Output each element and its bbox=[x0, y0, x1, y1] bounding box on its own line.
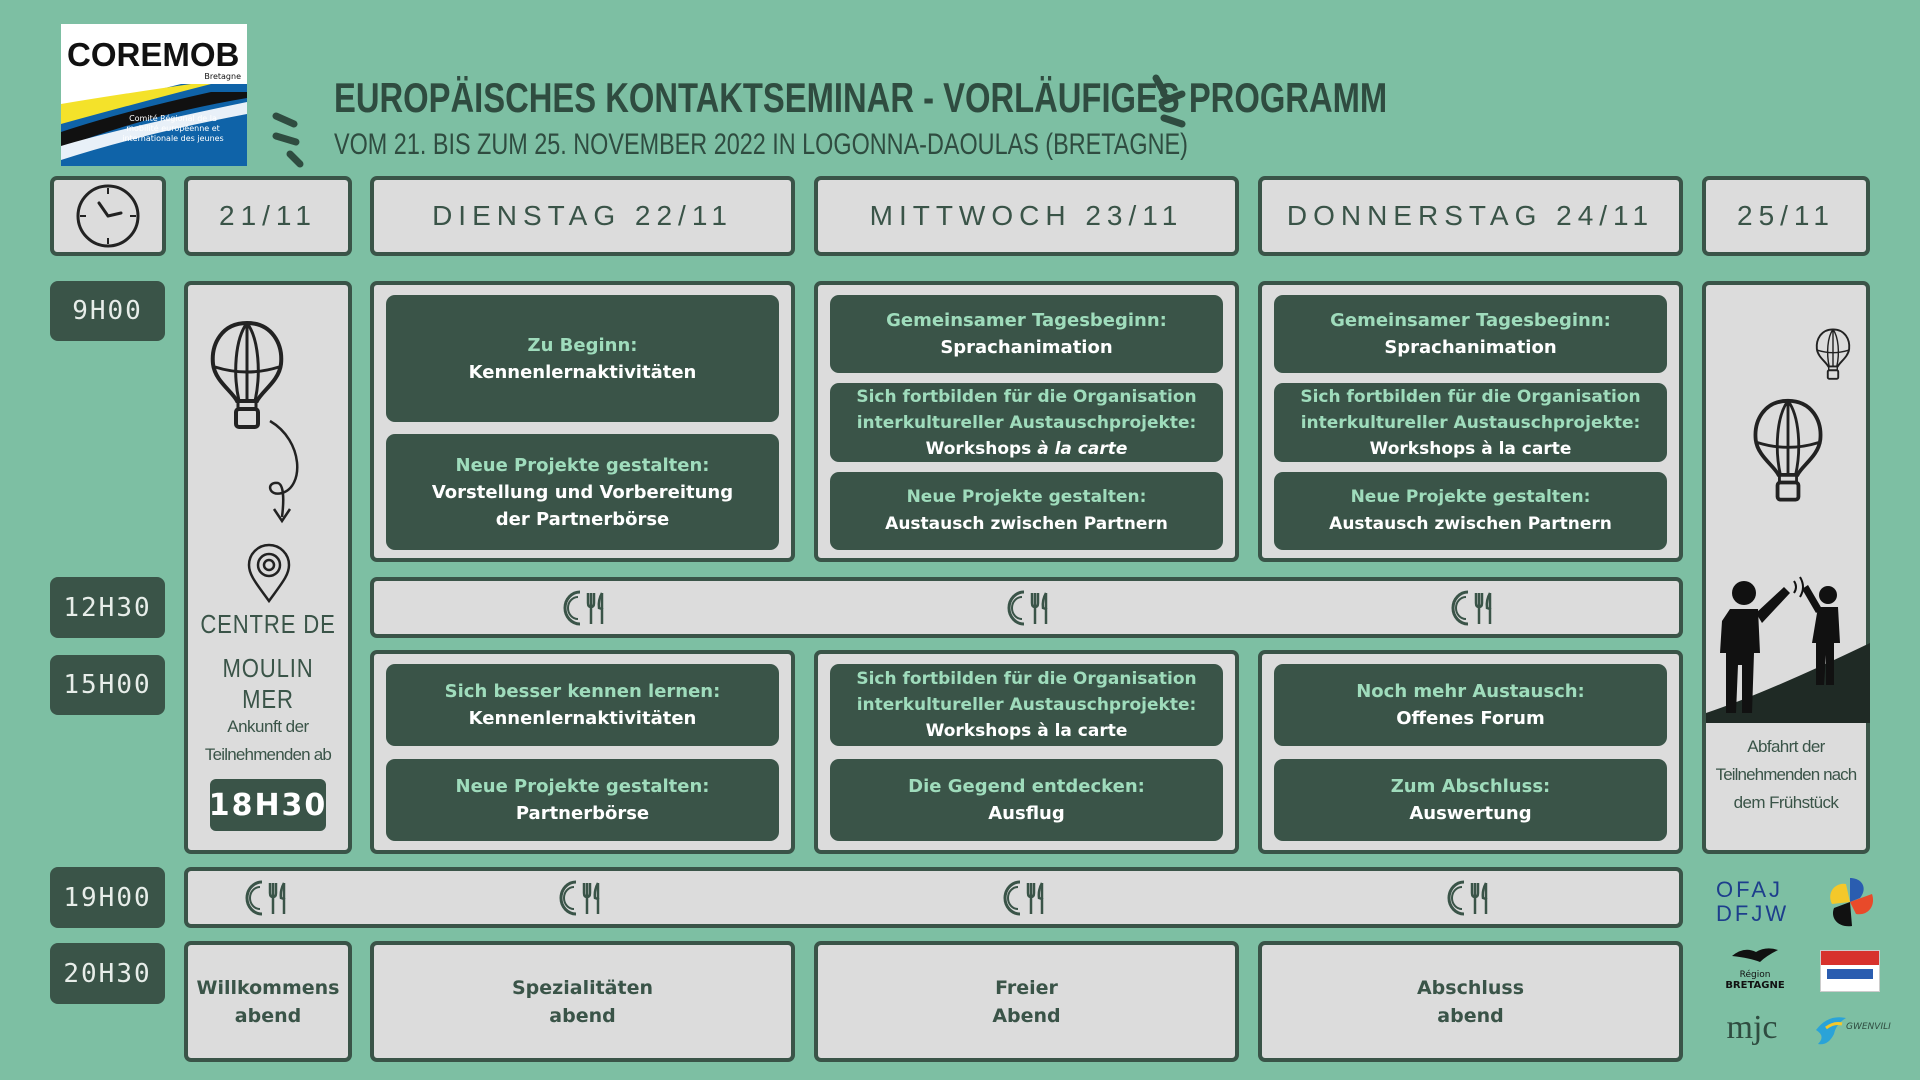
evening-wednesday bbox=[814, 941, 1239, 1062]
activity-text: Auswertung bbox=[1409, 803, 1532, 824]
day-header-25: 25/11 bbox=[1702, 176, 1870, 256]
activity-text: Ausflug bbox=[988, 803, 1065, 824]
activity-label: Noch mehr Austausch: bbox=[1356, 681, 1585, 702]
activity-text: Sprachanimation bbox=[940, 337, 1113, 358]
meal-icon bbox=[1446, 878, 1496, 918]
activity-card bbox=[386, 759, 779, 841]
activity-text: Offenes Forum bbox=[1396, 708, 1545, 729]
day-header-tuesday: DIENSTAG 22/11 bbox=[370, 176, 795, 256]
activity-text: Kennenlernaktivitäten bbox=[468, 708, 697, 729]
cotes-darmor-blue-bar bbox=[1827, 969, 1873, 979]
activity-text: Workshops à la carte bbox=[925, 721, 1128, 741]
clock-icon bbox=[75, 183, 141, 249]
region-text: Région bbox=[1739, 970, 1771, 980]
time-19h00: 19H00 bbox=[50, 867, 165, 928]
meal-icon bbox=[244, 878, 294, 918]
activity-text: Partnerbörse bbox=[515, 803, 650, 824]
arrival-time-badge: 18H30 bbox=[210, 779, 326, 831]
activity-label: Die Gegend entdecken: bbox=[908, 776, 1145, 797]
logo-region: Bretagne bbox=[204, 72, 241, 81]
clock-header bbox=[50, 176, 166, 256]
activity-text: Austausch zwischen Partnern bbox=[1329, 514, 1612, 534]
activity-card bbox=[830, 664, 1223, 746]
dfjw-text: DFJW bbox=[1716, 901, 1790, 926]
evening-line1: Willkommens bbox=[196, 976, 340, 999]
activity-label: Gemeinsamer Tagesbeginn: bbox=[886, 310, 1167, 331]
meal-icon bbox=[558, 878, 608, 918]
activity-label: Sich fortbilden für die Organisation interkultureller Austauschprojekte: bbox=[856, 669, 1197, 715]
activity-text-italic: à la carte bbox=[1037, 438, 1128, 459]
region-bretagne-logo bbox=[1720, 944, 1790, 996]
activity-text: Vorstellung und Vorbereitung der Partnerbörse bbox=[431, 481, 734, 530]
gwenvili-logo bbox=[1812, 1010, 1892, 1054]
activity-text: Workshops à la carte bbox=[1369, 438, 1572, 459]
departure-line3: dem Frühstück bbox=[1733, 793, 1839, 812]
activity-label: Neue Projekte gestalten: bbox=[906, 487, 1147, 507]
activity-card bbox=[386, 434, 779, 550]
gwenvili-text: GWENVILI bbox=[1846, 1022, 1891, 1032]
arrival-text-line2: Teilnehmenden ab bbox=[204, 745, 332, 764]
activity-label: Sich fortbilden für die Organisation interkultureller Austauschprojekte: bbox=[856, 386, 1197, 433]
meal-icon bbox=[1002, 878, 1052, 918]
evening-line1: Spezialitäten bbox=[512, 976, 653, 999]
sparkle-left-icon bbox=[270, 108, 312, 168]
activity-card bbox=[830, 295, 1223, 373]
arrival-panel bbox=[184, 281, 352, 854]
activity-card bbox=[1274, 759, 1667, 841]
page-subtitle: VOM 21. BIS ZUM 25. NOVEMBER 2022 IN LOGONNA-DAOULAS (BRETAGNE) bbox=[334, 128, 1188, 161]
activity-text: Austausch zwischen Partnern bbox=[885, 514, 1168, 534]
evening-line2: abend bbox=[234, 1004, 302, 1027]
waving-people-icon bbox=[1706, 573, 1870, 723]
page-title: EUROPÄISCHES KONTAKTSEMINAR - VORLÄUFIGES PROGRAMM bbox=[334, 74, 1388, 121]
time-12h30: 12H30 bbox=[50, 577, 165, 638]
activity-text-main: Workshops bbox=[925, 438, 1038, 459]
day-header-thursday: DONNERSTAG 24/11 bbox=[1258, 176, 1683, 256]
small-balloon-icon bbox=[1814, 327, 1852, 385]
activity-card bbox=[1274, 383, 1667, 462]
ofaj-logo bbox=[1716, 877, 1790, 926]
activity-label: Neue Projekte gestalten: bbox=[1350, 487, 1591, 507]
coremob-logo bbox=[61, 24, 247, 166]
activity-card bbox=[1274, 472, 1667, 550]
arrival-text-line1: Ankunft der bbox=[227, 717, 309, 736]
meal-icon bbox=[562, 588, 612, 628]
time-15h00: 15H00 bbox=[50, 655, 165, 715]
evening-line2: abend bbox=[1437, 1004, 1504, 1027]
lunch-bar bbox=[370, 577, 1683, 638]
activity-label: Zu Beginn: bbox=[527, 334, 638, 356]
evening-tuesday bbox=[370, 941, 795, 1062]
colorful-flower-logo bbox=[1822, 874, 1878, 930]
arrival-place-line2: MOULIN MER bbox=[222, 653, 314, 714]
activity-card bbox=[830, 472, 1223, 550]
location-pin-icon bbox=[246, 543, 292, 603]
departure-line1: Abfahrt der bbox=[1747, 737, 1825, 756]
meal-icon bbox=[1006, 588, 1056, 628]
mjc-text: mjc bbox=[1726, 1009, 1778, 1046]
dinner-bar bbox=[184, 867, 1683, 928]
mjc-logo bbox=[1716, 1010, 1788, 1050]
evening-line1: Abschluss bbox=[1416, 976, 1525, 999]
bretagne-text: BRETAGNE bbox=[1725, 980, 1785, 991]
activity-label: Sich fortbilden für die Organisation interkultureller Austauschprojekte: bbox=[1300, 386, 1641, 433]
departure-line2: Teilnehmenden nach bbox=[1715, 765, 1857, 784]
activity-label: Neue Projekte gestalten: bbox=[455, 454, 710, 476]
evening-line2: Abend bbox=[992, 1004, 1061, 1027]
evening-line2: abend bbox=[549, 1004, 616, 1027]
evening-thursday bbox=[1258, 941, 1683, 1062]
time-20h30: 20H30 bbox=[50, 943, 165, 1004]
activity-label: Zum Abschluss: bbox=[1390, 776, 1551, 797]
activity-label: Sich besser kennen lernen: bbox=[444, 681, 721, 702]
activity-label: Neue Projekte gestalten: bbox=[455, 776, 710, 797]
day-header-wednesday: MITTWOCH 23/11 bbox=[814, 176, 1239, 256]
evening-monday bbox=[184, 941, 352, 1062]
activity-card bbox=[386, 295, 779, 422]
activity-text: Sprachanimation bbox=[1384, 337, 1557, 358]
day-header-21: 21/11 bbox=[184, 176, 352, 256]
evening-line1: Freier bbox=[995, 976, 1058, 999]
departure-panel bbox=[1702, 281, 1870, 854]
hot-air-balloon-icon bbox=[1750, 397, 1826, 511]
activity-card bbox=[830, 383, 1223, 462]
activity-text bbox=[926, 436, 1128, 462]
logo-tagline: Comité Régional de la mobilité européenne et internationale des jeunes bbox=[122, 114, 224, 143]
curved-arrow-icon bbox=[254, 417, 314, 537]
logo-name: COREMOB bbox=[67, 36, 240, 73]
cotes-darmor-logo bbox=[1820, 950, 1880, 992]
activity-text: Kennenlernaktivitäten bbox=[468, 361, 697, 383]
activity-label: Gemeinsamer Tagesbeginn: bbox=[1330, 310, 1611, 331]
meal-icon bbox=[1450, 588, 1500, 628]
time-9h00: 9H00 bbox=[50, 281, 165, 341]
activity-card bbox=[1274, 664, 1667, 746]
arrival-place-line1: CENTRE DE bbox=[200, 609, 336, 639]
activity-card bbox=[830, 759, 1223, 841]
ermine-bird-icon bbox=[1730, 944, 1780, 966]
cotes-darmor-red-bar bbox=[1821, 951, 1879, 965]
ofaj-text: OFAJ bbox=[1716, 877, 1784, 902]
activity-card bbox=[1274, 295, 1667, 373]
activity-card bbox=[386, 664, 779, 746]
